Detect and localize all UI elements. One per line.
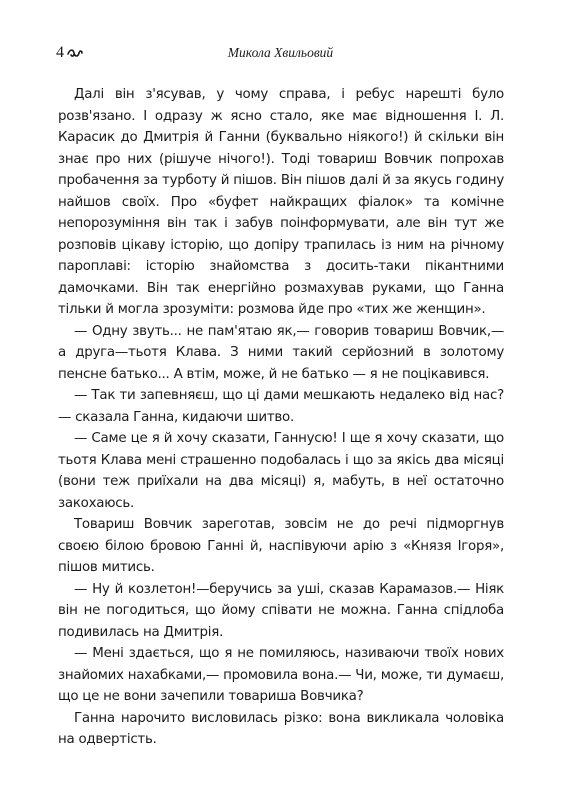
paragraph: Далі він з'ясував, у чому справа, і ребус нарешті було розв'язано. І одразу ж ясно стало, яке має відношення І. Л. Карасик до Дмитрія й Ганни (буквально ніякого!) й скільки він знає про них (рішуче нічого!). Тоді товариш Вовчик попрохав пробачення за турботу й пішов. Він пішов далі й за якусь годину найшов своїх. Про «буфет найкращих фіалок» та комічне непорозуміння він так і забув поінформувати, але він тут же розповів цікаву історію, що допіру трапилась із ним на річному пароплаві: історію знайомства з досить-таки пікантними дамочками. Він так енергійно розмахував руками, що Ганна тільки й могла зрозуміти: розмова йде про «тих же женщин». (58, 87, 504, 317)
paragraph: — Одну звуть... не пам'ятаю як,— говорив товариш Вовчик,— а друга—тьотя Клава. З ними такий серйозний в золотому пенсне батько... А втім, може, й не батько — я не поцікавився. (58, 323, 504, 382)
paragraph: Товариш Вовчик зареготав, зовсім не до речі підморгнув своєю білою бровою Ганні й, наспівуючи арію з «Князя Ігоря», пішов митись. (58, 517, 504, 575)
paragraph: — Так ти запевняєш, що ці дами мешкають недалеко від нас? — сказала Ганна, кидаючи шитво. (58, 388, 504, 425)
page-header (56, 44, 505, 66)
body-text (58, 84, 504, 751)
paragraph: — Саме це я й хочу сказати, Ганнусю! І ще я хочу сказати, що тьотя Клава мені страшенно подобалась і що за якісь два місяці (вони теж приїхали на два місяці) я, мабуть, в неї остаточно закохаюсь. (58, 431, 504, 511)
running-title: Микола Хвильовий (227, 45, 334, 60)
paragraph: Ганна нарочито висловилась різко: вона викликала чоловіка на одвертість. (58, 710, 504, 747)
paragraph: — Мені здається, що я не помиляюсь, називаючи твоїх нових знайомих нахабками,— промовила вона.— Чи, може, ти думаєш, що це не вони зачепили товариша Вовчика? (58, 646, 504, 704)
page-number: 4 (56, 44, 64, 61)
paragraph: — Ну й козлетон!—беручись за уші, сказав Карамазов.— Ніяк він не погодиться, що йому співати не можна. Ганна спідлоба подивилась на Дмитрія. (58, 581, 504, 640)
